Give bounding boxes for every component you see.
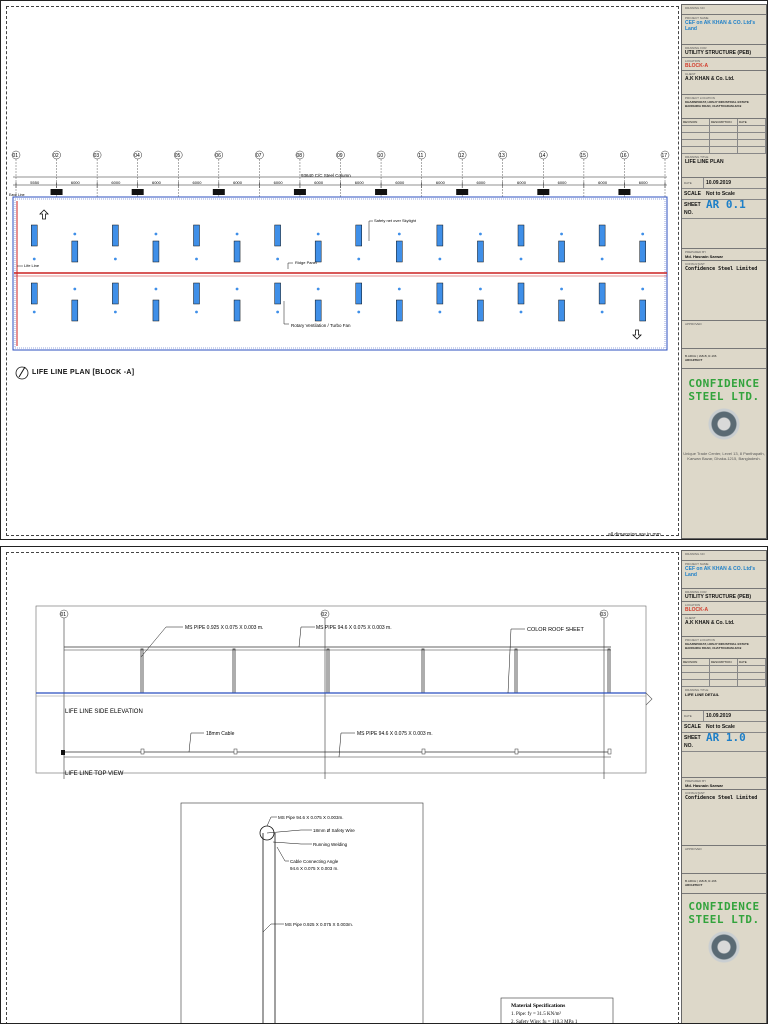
detail-pipe: MS Pipe 94.6 X 0.075 X 0.003m. xyxy=(278,815,344,820)
grid-bubble-14 xyxy=(539,151,547,159)
life-line-plan-drawing xyxy=(1,1,681,540)
skylight-panel xyxy=(194,225,200,246)
grid-bubble-16 xyxy=(620,151,628,159)
skylight-panel xyxy=(31,283,37,304)
dimension-label: 6000 xyxy=(70,180,80,185)
down-arrow-icon xyxy=(633,330,641,339)
plan-title: LIFE LINE PLAN [BLOCK -A] xyxy=(32,369,135,376)
skylight-panel xyxy=(640,300,646,321)
sheet-number: AR 0.1 xyxy=(704,200,766,219)
turbo-fan-icon xyxy=(33,258,36,261)
skylight-panel xyxy=(477,241,483,262)
revision-table: REVISION DESCRIPTION DATE xyxy=(682,119,766,154)
callout-pipe-top: MS PIPE 94.6 X 0.075 X 0.003 m. xyxy=(357,731,433,737)
drawing-scale: Not to Scale xyxy=(704,722,766,733)
sheet-number: AR 1.0 xyxy=(704,733,766,752)
turbo-fan-icon xyxy=(641,288,644,291)
dimension-label: 6000 xyxy=(233,180,242,185)
project-address: KHAZINPARAT, HOSJY INDUSTRIAL ESTATE BADDHIRA ROAD, CHATTOGRAM-4219 xyxy=(685,642,749,650)
turbo-fan-icon xyxy=(560,288,563,291)
annotation-eave-line: Eave Line xyxy=(9,193,25,197)
skylight-panel xyxy=(153,241,159,262)
skylight-panel xyxy=(72,241,78,262)
svg-text:16: 16 xyxy=(620,153,627,159)
svg-text:09: 09 xyxy=(337,153,343,159)
grid-bubble-06 xyxy=(215,151,223,159)
dimension-label: 6000 xyxy=(192,180,202,185)
block-name: BLOCK-A xyxy=(685,607,709,613)
turbo-fan-icon xyxy=(398,288,401,291)
svg-text:10: 10 xyxy=(377,153,384,159)
turbo-fan-icon xyxy=(276,311,279,314)
svg-text:04: 04 xyxy=(134,153,140,159)
grid-bubble-01 xyxy=(60,610,68,618)
turbo-fan-icon xyxy=(520,258,523,261)
dimension-label: 6000 xyxy=(395,180,405,185)
svg-text:03: 03 xyxy=(93,153,100,159)
turbo-fan-icon xyxy=(73,233,76,236)
detail-pipe-2: MS Pipe 0.925 X 0.075 X 0.003m. xyxy=(285,922,354,927)
skylight-panel xyxy=(599,283,605,304)
skylight-panel xyxy=(477,300,483,321)
client-name: A.K KHAN & Co. Ltd. xyxy=(685,620,735,626)
turbo-fan-icon xyxy=(114,311,117,314)
material-spec-title: Material Specifications xyxy=(511,1003,566,1009)
consultant-name: Confidence Steel Limited xyxy=(685,266,758,272)
brand-name-line2: STEEL LTD. xyxy=(688,913,760,926)
skylight-panel xyxy=(356,283,362,304)
svg-text:14: 14 xyxy=(539,153,546,159)
grid-bubble-07 xyxy=(255,151,263,159)
grid-bubble-01 xyxy=(12,151,20,159)
skylight-panel xyxy=(72,300,78,321)
prepared-by: Md. Hasnain Sarwar xyxy=(685,254,724,259)
skylight-panel xyxy=(275,225,281,246)
dimension-label: 6000 xyxy=(598,180,608,185)
skylight-panel xyxy=(518,225,524,246)
material-spec-line1: 1. Pipe: fy = 31.5 KN/m² xyxy=(511,1012,562,1017)
consultant-name: Confidence Steel Limited xyxy=(685,795,758,801)
dimension-label: 6000 xyxy=(435,180,445,185)
skylight-panel xyxy=(356,225,362,246)
grid-bubble-03 xyxy=(600,610,608,618)
grid-bubble-13 xyxy=(499,151,507,159)
dimension-label: 6000 xyxy=(476,180,486,185)
skylight-panel xyxy=(194,283,200,304)
svg-text:12: 12 xyxy=(458,153,465,159)
skylight-panel xyxy=(275,283,281,304)
turbo-fan-icon xyxy=(73,288,76,291)
life-line-detail-drawing xyxy=(1,547,681,1024)
skylight-panel xyxy=(112,283,118,304)
dimension-label: 6000 xyxy=(638,180,648,185)
drawing-scale: Not to Scale xyxy=(704,189,766,200)
grid-bubble-11 xyxy=(418,151,426,159)
turbo-fan-icon xyxy=(641,233,644,236)
svg-text:15: 15 xyxy=(580,153,586,159)
drawing-title: LIFE LINE DETAIL xyxy=(685,692,720,697)
svg-text:02: 02 xyxy=(321,612,328,618)
grid-bubble-17 xyxy=(661,151,669,159)
skylight-panel xyxy=(234,300,240,321)
grid-bubble-15 xyxy=(580,151,588,159)
turbo-fan-icon xyxy=(438,258,441,261)
turbo-fan-icon xyxy=(155,288,158,291)
turbo-fan-icon xyxy=(317,233,320,236)
project-name: CEF on AK KHAN & CO. Ltd's Land xyxy=(685,20,756,32)
skylight-panel xyxy=(437,283,443,304)
dimension-label: 6000 xyxy=(517,180,526,185)
annotation-rotary-vent: Rotary Ventilation / Turbo Fan xyxy=(291,323,351,328)
turbo-fan-icon xyxy=(438,311,441,314)
callout-pipe-small: MS PIPE 0.925 X 0.075 X 0.003 m. xyxy=(185,625,264,631)
dimension-label: 6000 xyxy=(557,180,567,185)
project-name: CEF on AK KHAN & CO. Ltd's Land xyxy=(685,566,756,578)
grid-bubble-09 xyxy=(337,151,345,159)
dimension-note: all dimension are in mm xyxy=(608,532,661,538)
dimension-label: 6000 xyxy=(151,180,161,185)
svg-text:01: 01 xyxy=(12,153,19,159)
drawing-date: 10.09.2019 xyxy=(704,711,766,722)
grid-bubble-03 xyxy=(93,151,101,159)
skylight-panel xyxy=(396,241,402,262)
client-name: A.K KHAN & Co. Ltd. xyxy=(685,76,735,82)
grid-bubble-12 xyxy=(458,151,466,159)
annotation-safety-net: Safety net over Skylight xyxy=(374,218,417,223)
dimension-label: 6000 xyxy=(111,180,121,185)
annotation-ridge-panel: Ridge Panel xyxy=(295,260,317,265)
turbo-fan-icon xyxy=(317,288,320,291)
turbo-fan-icon xyxy=(398,233,401,236)
skylight-panel xyxy=(518,283,524,304)
svg-text:02: 02 xyxy=(53,153,59,159)
svg-text:13: 13 xyxy=(499,153,505,159)
detail-angle-1: Cable Connecting Angle xyxy=(290,859,339,864)
svg-text:08: 08 xyxy=(296,153,302,159)
brand-address: Unique Trade Center, Level 13, 8 Panthapath, Karwan Bazar, Dhaka-1215, Bangladesh. xyxy=(683,451,765,461)
detail-welding: Running Welding xyxy=(313,842,348,847)
turbo-fan-icon xyxy=(601,311,604,314)
grid-bubble-02 xyxy=(321,610,329,618)
drawing-date: 10.09.2019 xyxy=(704,178,766,189)
dimension-label: 6000 xyxy=(354,180,364,185)
svg-text:05: 05 xyxy=(174,153,181,159)
svg-text:11: 11 xyxy=(418,153,424,159)
skylight-panel xyxy=(234,241,240,262)
annotation-life-line: Life Line xyxy=(24,263,40,268)
turbo-fan-icon xyxy=(236,233,239,236)
up-arrow-icon xyxy=(40,210,48,219)
skylight-panel xyxy=(599,225,605,246)
top-view-label: LIFE LINE TOP VIEW xyxy=(65,771,124,777)
callout-cable: 18mm Cable xyxy=(206,731,235,737)
turbo-fan-icon xyxy=(357,311,360,314)
north-arrow-icon xyxy=(16,367,28,379)
grid-bubble-02 xyxy=(53,151,61,159)
prepared-by: Md. Hasnain Sarwar xyxy=(685,783,724,788)
turbo-fan-icon xyxy=(33,311,36,314)
turbo-fan-icon xyxy=(195,311,198,314)
brand-name-line1: CONFIDENCE xyxy=(688,900,760,913)
drawing-for: UTILITY STRUCTURE (PEB) xyxy=(685,50,752,56)
svg-text:03: 03 xyxy=(600,612,607,618)
skylight-panel xyxy=(559,300,565,321)
turbo-fan-icon xyxy=(114,258,117,261)
turbo-fan-icon xyxy=(479,233,482,236)
architect-reg: B.ARCH | IAB-B, R-166 xyxy=(685,879,717,883)
drawing-sheet-detail xyxy=(0,546,768,1024)
svg-text:01: 01 xyxy=(60,612,67,618)
skylight-panel xyxy=(153,300,159,321)
title-block: DRAWING NO PROJECT NAME CEF on AK KHAN & CO. Ltd's Land DRAWING FOR UTILITY STRUCTURE (PEB) LOCATION BLOCK-A CLIENT A.K KHAN & Co. Ltd. PROJECT LOCATION KHAZINPARAT, HOSJY INDUSTRIAL ESTATE BADDHIRA ROAD, CHATTOGRAM-4219 REVISION DESCRIPTION DATE DRAWING TITLE LIFE LINE DETAIL DATE 10.09.2019 SCALE Not to Scale SHEET NO. AR 1.0 PREPARED BY Md. Hasnain Sarwar CONSULTANT Confidence Steel Limited APPROVED B.ARCH | IAB-B, R-166 ARCHITECT CONFIDENCE STEEL LTD. xyxy=(681,550,767,1024)
svg-text:06: 06 xyxy=(215,153,221,159)
grid-bubble-10 xyxy=(377,151,385,159)
turbo-fan-icon xyxy=(357,258,360,261)
turbo-fan-icon xyxy=(236,288,239,291)
turbo-fan-icon xyxy=(155,233,158,236)
skylight-panel xyxy=(559,241,565,262)
grid-bubble-04 xyxy=(134,151,142,159)
skylight-panel xyxy=(640,241,646,262)
callout-roof-sheet: COLOR ROOF SHEET xyxy=(527,627,584,633)
skylight-panel xyxy=(315,241,321,262)
overall-dimension: 93640 C/C Steel Column xyxy=(301,173,351,178)
turbo-fan-icon xyxy=(195,258,198,261)
svg-text:07: 07 xyxy=(255,153,262,159)
dimension-label: 6000 xyxy=(314,180,324,185)
dimension-label: 6000 xyxy=(273,180,283,185)
turbo-fan-icon xyxy=(520,311,523,314)
material-spec-line2: 2. Safety Wire: fu = 110.3 MPa 1 xyxy=(511,1020,578,1024)
skylight-panel xyxy=(396,300,402,321)
revision-table: REVISION DESCRIPTION DATE xyxy=(682,659,766,687)
turbo-fan-icon xyxy=(601,258,604,261)
architect-reg: B.ARCH | IAB-B, R-166 xyxy=(685,354,717,358)
company-logo-icon xyxy=(707,407,741,441)
skylight-panel xyxy=(112,225,118,246)
drawing-title: LIFE LINE PLAN xyxy=(685,159,724,165)
skylight-panel xyxy=(315,300,321,321)
dimension-label: 5550 xyxy=(30,180,40,185)
grid-bubble-05 xyxy=(174,151,182,159)
project-address: KHAZINPARAT, HOSJY INDUSTRIAL ESTATE BADDHIRA ROAD, CHATTOGRAM-4219 xyxy=(685,100,749,108)
turbo-fan-icon xyxy=(479,288,482,291)
company-logo-icon xyxy=(707,930,741,964)
title-block: DRAWING NO PROJECT NAME CEF on AK KHAN & CO. Ltd's Land DRAWING FOR UTILITY STRUCTURE (PEB) LOCATION BLOCK-A CLIENT A.K KHAN & Co. Ltd. PROJECT LOCATION KHAZINPARAT, HOSJY INDUSTRIAL ESTATE BADDHIRA ROAD, CHATTOGRAM-4219 REVISION DESCRIPTION DATE DRAWING TITLE LIFE LINE PLAN DATE 10.09.2019 SCALE Not to Scale SHEET NO. AR 0.1 PREPARED BY Md. Hasnain Sarwar CONSULTANT Confidence Steel Limited APPROVED B.ARCH | IAB-B, R-166 ARCHITECT CONFIDENCE STEEL LTD. Unique Trade Center, Level 13, 8 Panthapath, Karwan Bazar, Dhaka-1215, Bangladesh. xyxy=(681,4,767,539)
block-name: BLOCK-A xyxy=(685,63,709,69)
brand-name-line2: STEEL LTD. xyxy=(688,390,760,403)
brand-name-line1: CONFIDENCE xyxy=(688,377,760,390)
detail-wire: 18mm Ø Safety Wire xyxy=(313,828,355,833)
svg-text:17: 17 xyxy=(661,153,668,159)
turbo-fan-icon xyxy=(276,258,279,261)
turbo-fan-icon xyxy=(560,233,563,236)
grid-bubble-08 xyxy=(296,151,304,159)
detail-angle-2: 94.6 X 0.075 X 0.003 m. xyxy=(290,866,339,871)
skylight-panel xyxy=(437,225,443,246)
callout-pipe-large: MS PIPE 94.6 X 0.075 X 0.003 m. xyxy=(316,625,392,631)
drawing-for: UTILITY STRUCTURE (PEB) xyxy=(685,594,752,600)
side-elevation-label: LIFE LINE SIDE ELEVATION xyxy=(65,709,143,715)
skylight-panel xyxy=(31,225,37,246)
